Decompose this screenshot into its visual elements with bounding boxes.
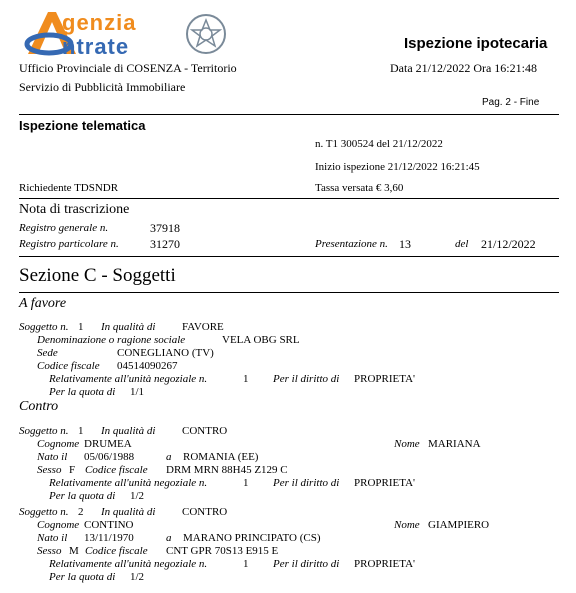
sesso-value: F [69, 464, 76, 476]
diritto-label: Per il diritto di [273, 477, 340, 489]
service-name: Servizio di Pubblicità Immobiliare [19, 80, 186, 94]
divider [19, 114, 559, 115]
diritto-value: PROPRIETA' [354, 373, 415, 385]
cf-label: Codice fiscale [85, 545, 148, 557]
nato-label: Nato il [37, 532, 68, 544]
qualita-label: In qualità di [101, 506, 156, 518]
nato-label: Nato il [37, 451, 68, 463]
date-time: Data 21/12/2022 Ora 16:21:48 [390, 61, 537, 75]
favore-heading: A favore [19, 296, 67, 311]
page-number: Pag. 2 - Fine [482, 97, 540, 108]
qualita-value: FAVORE [182, 321, 224, 333]
soggetto-number: 1 [78, 425, 84, 437]
cf-label: Codice fiscale [37, 360, 100, 372]
reg-part-value: 31270 [150, 237, 180, 251]
contro-heading: Contro [19, 399, 59, 414]
quota-value: 1/2 [130, 571, 145, 583]
reg-gen-label: Registro generale n. [19, 222, 109, 234]
republic-emblem-icon [184, 10, 228, 58]
cf-value: DRM MRN 88H45 Z129 C [166, 464, 288, 476]
diritto-value: PROPRIETA' [354, 558, 415, 570]
a-label: a [166, 532, 172, 544]
reg-gen-value: 37918 [150, 221, 180, 235]
nota-title: Nota di trascrizione [19, 202, 130, 217]
cognome-label: Cognome [37, 519, 80, 531]
logo-line1: genzia [62, 10, 137, 35]
unita-label: Relativamente all'unità negoziale n. [49, 477, 208, 489]
denominazione-value: VELA OBG SRL [222, 334, 300, 346]
nome-label: Nome [394, 519, 420, 531]
unita-value: 1 [243, 373, 249, 385]
cf-value: CNT GPR 70S13 E915 E [166, 545, 279, 557]
quota-value: 1/2 [130, 490, 145, 502]
soggetto-label: Soggetto n. [19, 321, 69, 333]
cf-label: Codice fiscale [85, 464, 148, 476]
a-label: a [166, 451, 172, 463]
soggetto-number: 1 [78, 321, 84, 333]
divider [19, 256, 559, 257]
unita-label: Relativamente all'unità negoziale n. [49, 558, 208, 570]
nome-label: Nome [394, 438, 420, 450]
qualita-label: In qualità di [101, 321, 156, 333]
quota-value: 1/1 [130, 386, 145, 398]
del-value: 21/12/2022 [481, 237, 536, 251]
sesso-label: Sesso [37, 545, 62, 557]
document-title: Ispezione ipotecaria [404, 35, 548, 52]
cf-value: 04514090267 [117, 360, 178, 372]
fee-paid: Tassa versata € 3,60 [315, 182, 404, 194]
diritto-value: PROPRIETA' [354, 477, 415, 489]
unita-label: Relativamente all'unità negoziale n. [49, 373, 208, 385]
unita-value: 1 [243, 558, 249, 570]
presentation-value: 13 [399, 237, 411, 251]
sede-value: CONEGLIANO (TV) [117, 347, 214, 359]
section-title-telematica: Ispezione telematica [19, 118, 146, 133]
luogo-value: MARANO PRINCIPATO (CS) [183, 532, 321, 544]
logo-line2: ntrate [62, 34, 130, 59]
unita-value: 1 [243, 477, 249, 489]
sesso-label: Sesso [37, 464, 62, 476]
cognome-value: CONTINO [84, 519, 134, 531]
quota-label: Per la quota di [49, 386, 116, 398]
quota-label: Per la quota di [49, 490, 116, 502]
quota-label: Per la quota di [49, 571, 116, 583]
presentation-label: Presentazione n. [315, 238, 388, 250]
nome-value: MARIANA [428, 438, 481, 450]
divider [19, 292, 559, 293]
qualita-value: CONTRO [182, 506, 228, 518]
denominazione-label: Denominazione o ragione sociale [37, 334, 186, 346]
divider [19, 198, 559, 199]
sede-label: Sede [37, 347, 58, 359]
soggetto-number: 2 [78, 506, 84, 518]
cognome-value: DRUMEA [84, 438, 132, 450]
office-name: Ufficio Provinciale di COSENZA - Territorio [19, 61, 237, 75]
sezione-title: Sezione C - Soggetti [19, 265, 176, 286]
soggetto-label: Soggetto n. [19, 425, 69, 437]
diritto-label: Per il diritto di [273, 373, 340, 385]
inspection-number: n. T1 300524 del 21/12/2022 [315, 138, 443, 150]
qualita-value: CONTRO [182, 425, 228, 437]
diritto-label: Per il diritto di [273, 558, 340, 570]
cognome-label: Cognome [37, 438, 80, 450]
del-label: del [455, 238, 469, 250]
sesso-value: M [69, 545, 79, 557]
reg-part-label: Registro particolare n. [19, 238, 119, 250]
nato-value: 05/06/1988 [84, 451, 135, 463]
inspection-start: Inizio ispezione 21/12/2022 16:21:45 [315, 161, 480, 173]
nome-value: GIAMPIERO [428, 519, 490, 531]
nato-value: 13/11/1970 [84, 532, 134, 544]
luogo-value: ROMANIA (EE) [183, 451, 259, 463]
soggetto-label: Soggetto n. [19, 506, 69, 518]
qualita-label: In qualità di [101, 425, 156, 437]
requester: Richiedente TDSNDR [19, 182, 119, 194]
